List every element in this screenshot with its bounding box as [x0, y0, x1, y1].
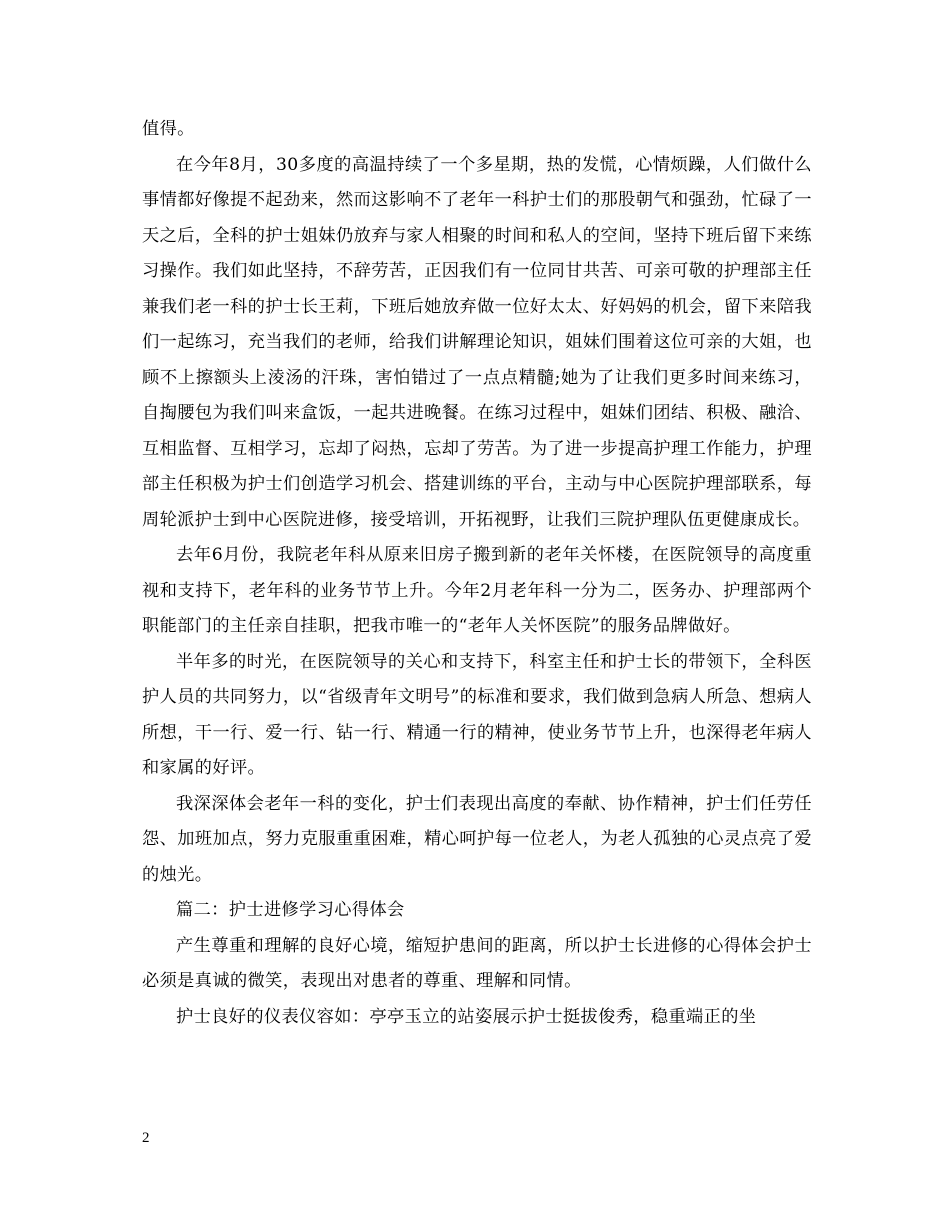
paragraph: 我深深体会老年一科的变化，护士们表现出高度的奉献、协作精神，护士们任劳任怨、加班加点，努力克服重重困难，精心呵护每一位老人，为老人孤独的心灵点亮了爱的烛光。 — [142, 793, 812, 885]
paragraph: 半年多的时光，在医院领导的关心和支持下，科室主任和护士长的带领下，全科医护人员的共同努力，以“省级青年文明号”的标准和要求，我们做到急病人所急、想病人所想，干一行、爱一行、钻一行、精通一行的精神，使业务节节上升，也深得老年病人和家属的好评。 — [142, 651, 812, 778]
paragraph: 去年6月份，我院老年科从原来旧房子搬到新的老年关怀楼，在医院领导的高度重视和支持下，老年科的业务节节上升。今年2月老年科一分为二，医务办、护理部两个职能部门的主任亲自挂职，把我市唯一的“老年人关怀医院”的服务品牌做好。 — [142, 545, 812, 636]
page-number: 2 — [142, 1130, 150, 1146]
document-body — [142, 112, 812, 1035]
paragraph: 值得。 — [142, 119, 195, 139]
paragraph: 产生尊重和理解的良好心境，缩短护患间的距离，所以护士长进修的心得体会护士必须是真诚的微笑，表现出对患者的尊重、理解和同情。 — [142, 935, 812, 991]
section-heading: 篇二：护士进修学习心得体会 — [176, 900, 405, 920]
paragraph: 护士良好的仪表仪容如：亭亭玉立的站姿展示护士挺拔俊秀，稳重端正的坐 — [176, 1006, 757, 1027]
paragraph: 在今年8月，30多度的高温持续了一个多星期，热的发慌，心情烦躁，人们做什么事情都好像提不起劲来，然而这影响不了老年一科护士们的那股朝气和强劲，忙碌了一天之后，全科的护士姐妹仍放弃与家人相聚的时间和私人的空间，坚持下班后留下来练习操作。我们如此坚持，不辞劳苦，正因我们有一位同甘共苦、可亲可敬的护理部主任兼我们老一科的护士长王莉，下班后她放弃做一位好太太、好妈妈的机会，留下来陪我们一起练习，充当我们的老师，给我们讲解理论知识，姐妹们围着这位可亲的大姐，也顾不上擦额头上淩汤的汗珠，害怕错过了一点点精髓;她为了让我们更多时间来练习，自掏腰包为我们叫来盒饭，一起共进晚餐。在练习过程中，姐妹们团结、积极、融洽、互相监督、互相学习，忘却了闷热，忘却了劳苦。为了进一步提高护理工作能力，护理部主任积极为护士们创造学习机会、搭建训练的平台，主动与中心医院护理部联系，每周轮派护士到中心医院进修，接受培训，开拓视野，让我们三院护理队伍更健康成长。 — [142, 154, 812, 530]
